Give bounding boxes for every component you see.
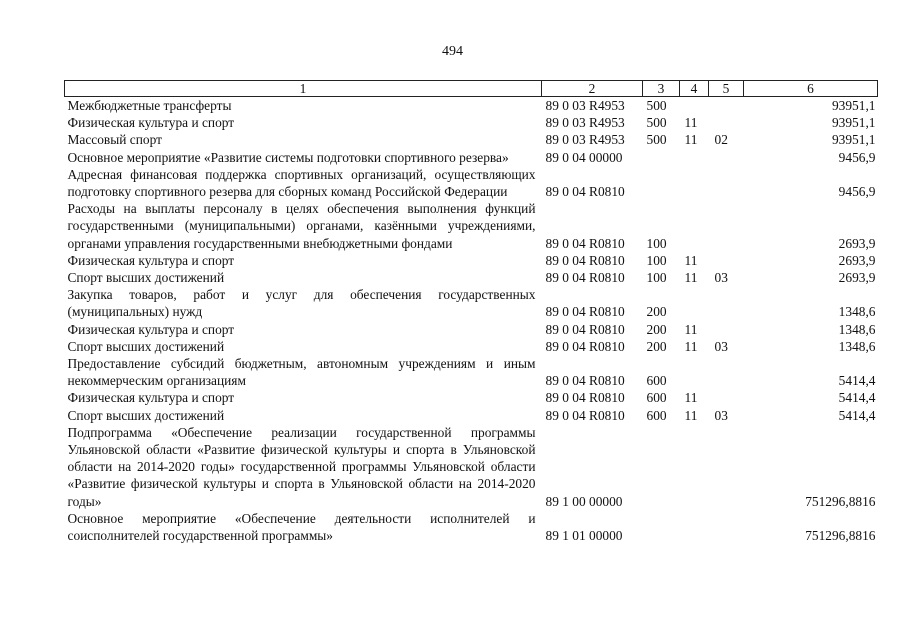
row-pr [709,355,744,389]
row-pr: 03 [714,407,728,423]
row-vr: 600 [646,390,667,406]
row-amount: 2693,9 [838,235,876,251]
row-code: 89 0 04 R0810 [545,373,625,389]
row-name: Адресная финансовая поддержка спортивных организаций, осуществляющих подготовку спортивного резерва для сборных команд Российской Федерации [67,166,536,200]
row-vr: 500 [646,132,667,148]
row-rz: 11 [684,321,698,337]
row-rz: 11 [684,132,698,148]
table-row [65,166,878,200]
row-vr: 200 [646,338,667,354]
row-rz [680,166,709,200]
row-pr [709,286,744,320]
budget-table [64,80,878,544]
row-vr: 600 [646,407,667,423]
row-amount: 751296,8816 [805,528,876,544]
row-name: Подпрограмма «Обеспечение реализации государственной программы Ульяновской области «Развитие физической культуры и спорта в Ульяновской области на 2014-2020 годы» государственной программы Ульяновской области «Развитие физической культуры и спорта в Ульяновской области на 2014-2020 годы» [67,424,536,509]
table-body [65,97,878,545]
header-col-3: 3 [643,81,680,97]
row-amount: 5414,4 [838,407,876,423]
row-pr [709,149,744,166]
row-vr: 200 [646,321,667,337]
row-rz [680,424,709,510]
table-row [65,355,878,389]
row-vr: 500 [646,98,667,113]
row-vr [643,510,680,544]
row-pr [709,166,744,200]
row-amount: 9456,9 [838,149,876,165]
row-name: Предоставление субсидий бюджетным, автономным учреждениям и иным некоммерческим организациям [67,356,536,389]
row-code: 89 0 03 R4953 [545,115,625,131]
table-row [65,338,878,355]
table-row [65,286,878,320]
row-code: 89 0 04 R0810 [545,184,625,200]
header-col-6: 6 [744,81,878,97]
row-vr [643,166,680,200]
row-pr: 03 [714,338,728,354]
row-code: 89 0 03 R4953 [545,98,625,113]
row-amount: 5414,4 [838,390,876,406]
row-vr [643,149,680,166]
row-code: 89 0 04 R0810 [545,270,625,286]
row-rz [680,286,709,320]
row-code: 89 0 03 R4953 [545,132,625,148]
row-amount: 2693,9 [838,270,876,286]
row-vr: 100 [646,270,667,286]
row-vr: 100 [646,235,667,251]
table-row [65,389,878,406]
row-amount: 93951,1 [831,132,876,148]
row-name: Спорт высших достижений [67,338,225,354]
row-pr: 02 [714,132,728,148]
row-code: 89 0 04 R0810 [545,407,625,423]
row-rz [680,200,709,252]
row-rz: 11 [684,390,698,406]
row-pr [709,389,744,406]
table-row [65,424,878,510]
row-vr [643,424,680,510]
header-col-5: 5 [709,81,744,97]
row-code: 89 0 04 R0810 [545,235,625,251]
row-name: Физическая культура и спорт [67,390,235,406]
table-row [65,200,878,252]
row-amount: 2693,9 [838,252,876,268]
header-col-1: 1 [65,81,542,97]
row-code: 89 0 04 R0810 [545,321,625,337]
row-name: Межбюджетные трансферты [67,98,232,113]
row-name: Физическая культура и спорт [67,115,235,131]
row-pr [709,200,744,252]
row-pr [709,114,744,131]
table-row [65,321,878,338]
row-code: 89 0 04 R0810 [545,390,625,406]
row-name: Физическая культура и спорт [67,321,235,337]
row-amount: 751296,8816 [805,493,876,509]
table-row [65,510,878,544]
row-amount: 1348,6 [838,304,876,320]
row-pr [709,252,744,269]
row-rz: 11 [684,407,698,423]
row-pr [709,510,744,544]
row-rz [680,355,709,389]
row-vr: 200 [646,304,667,320]
table-row [65,97,878,115]
row-amount: 1348,6 [838,321,876,337]
row-vr: 500 [646,115,667,131]
header-col-2: 2 [542,81,643,97]
page-number: 494 [442,44,463,59]
table-row [65,131,878,148]
row-pr [709,424,744,510]
row-vr: 600 [646,373,667,389]
row-pr [709,97,744,115]
row-name: Закупка товаров, работ и услуг для обеспечения государственных (муниципальных) нужд [67,287,536,320]
row-code: 89 1 00 00000 [545,493,623,509]
table-header [65,81,878,97]
row-rz [680,97,709,115]
row-rz: 11 [684,338,698,354]
row-rz: 11 [684,252,698,268]
row-code: 89 0 04 R0810 [545,304,625,320]
row-vr: 100 [646,252,667,268]
row-name: Спорт высших достижений [67,270,225,286]
row-code: 89 0 04 R0810 [545,252,625,268]
row-amount: 1348,6 [838,338,876,354]
row-name: Основное мероприятие «Развитие системы подготовки спортивного резерва» [67,149,509,165]
table-row [65,407,878,424]
header-row [65,81,878,97]
row-rz [680,149,709,166]
row-name: Расходы на выплаты персоналу в целях обеспечения выполнения функций государственными (муниципальными) органами, казёнными учреждениями, органами управления государственными внебюджетными фондами [67,201,536,251]
row-amount: 93951,1 [831,98,876,113]
header-col-4: 4 [680,81,709,97]
row-name: Физическая культура и спорт [67,252,235,268]
row-name: Основное мероприятие «Обеспечение деятельности исполнителей и соисполнителей государственной программы» [67,510,536,544]
row-amount: 9456,9 [838,184,876,200]
row-amount: 5414,4 [838,373,876,389]
table-row [65,252,878,269]
row-amount: 93951,1 [831,115,876,131]
table-row [65,149,878,166]
row-code: 89 0 04 R0810 [545,338,625,354]
row-pr: 03 [714,270,728,286]
row-name: Массовый спорт [67,132,162,148]
table-row [65,114,878,131]
row-rz: 11 [684,270,698,286]
row-pr [709,321,744,338]
row-rz: 11 [684,115,698,131]
row-name: Спорт высших достижений [67,407,225,423]
row-code: 89 0 04 00000 [545,149,623,165]
row-rz [680,510,709,544]
row-code: 89 1 01 00000 [545,528,623,544]
table-row [65,269,878,286]
